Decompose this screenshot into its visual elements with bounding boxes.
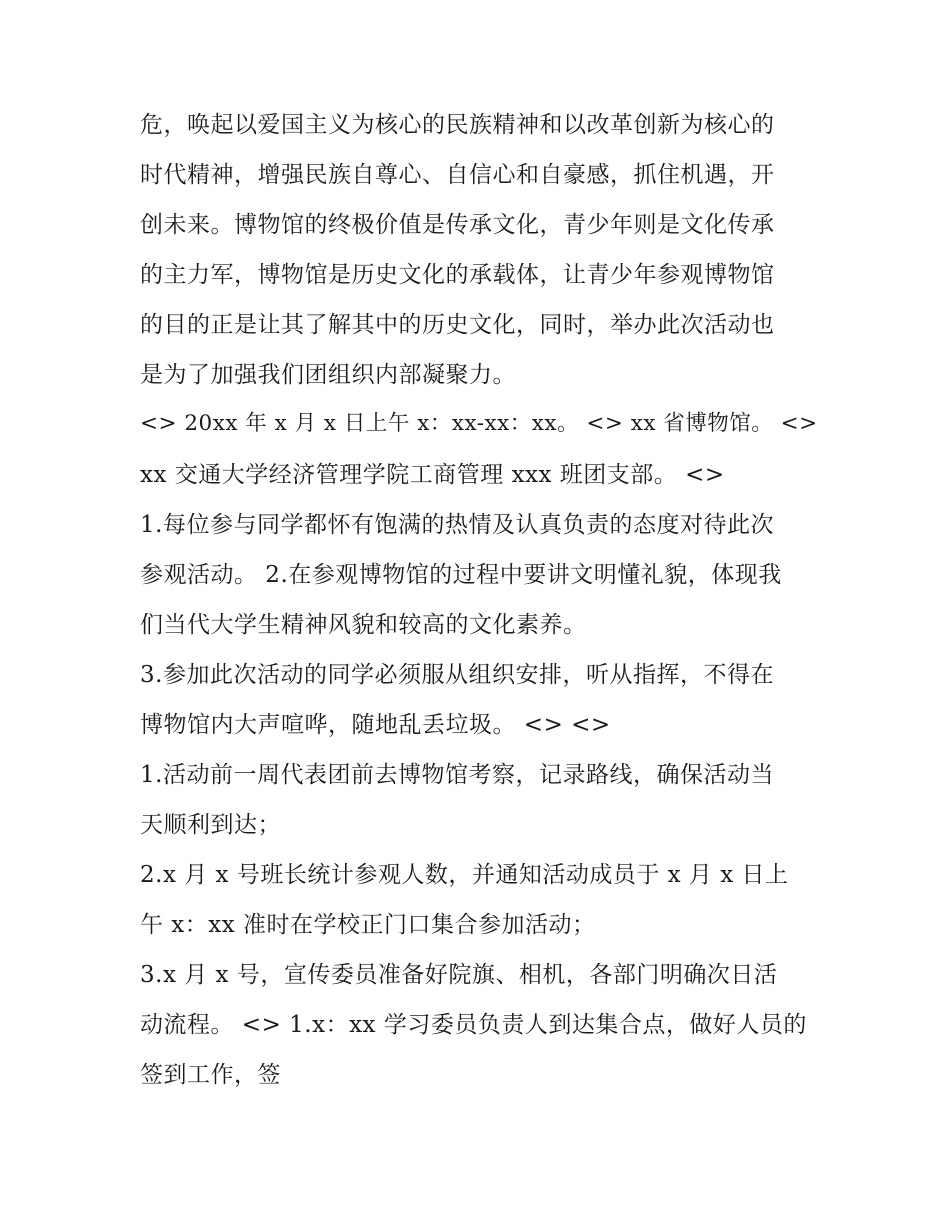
text-line: 天顺利到达； — [140, 812, 281, 838]
text-line: 签到工作，签 — [140, 1062, 281, 1088]
text-line: 午 x：xx 准时在学校正门口集合参加活动； — [140, 912, 596, 938]
text-line: 是为了加强我们团组织内部凝聚力。 — [140, 362, 516, 388]
text-line: 2.x 月 x 号班长统计参观人数，并通知活动成员于 x 月 x 日上 — [140, 862, 789, 888]
text-line: 3.参加此次活动的同学必须服从组织安排，听从指挥，不得在 — [140, 662, 774, 688]
text-line: 时代精神，增强民族自尊心、自信心和自豪感，抓住机遇，开 — [140, 162, 775, 188]
text-line: 博物馆内大声喧哗，随地乱丢垃圾。 <> <> — [140, 712, 611, 738]
text-line: 3.x 月 x 号，宣传委员准备好院旗、相机，各部门明确次日活 — [140, 962, 778, 988]
text-line: 1.每位参与同学都怀有饱满的热情及认真负责的态度对待此次 — [140, 512, 774, 538]
text-line: 创未来。博物馆的终极价值是传承文化，青少年则是文化传承 — [140, 212, 775, 238]
text-line: 动流程。 <> 1.x：xx 学习委员负责人到达集合点，做好人员的 — [140, 1012, 807, 1038]
text-line: <> 20xx 年 x 月 x 日上午 x：xx-xx：xx。 <> xx 省博物馆。 <> — [140, 411, 818, 436]
text-line: 1.活动前一周代表团前去博物馆考察，记录路线，确保活动当 — [140, 762, 774, 788]
text-line: 危，唤起以爱国主义为核心的民族精神和以改革创新为核心的 — [140, 112, 775, 138]
text-line: 的主力军，博物馆是历史文化的承载体，让青少年参观博物馆 — [140, 262, 775, 288]
text-line: xx 交通大学经济管理学院工商管理 xxx 班团支部。 <> — [140, 462, 725, 488]
text-line: 参观活动。 2.在参观博物馆的过程中要讲文明懂礼貌，体现我 — [140, 562, 782, 588]
text-line: 们当代大学生精神风貌和较高的文化素养。 — [140, 612, 587, 638]
text-line: 的目的正是让其了解其中的历史文化，同时，举办此次活动也 — [140, 312, 775, 338]
